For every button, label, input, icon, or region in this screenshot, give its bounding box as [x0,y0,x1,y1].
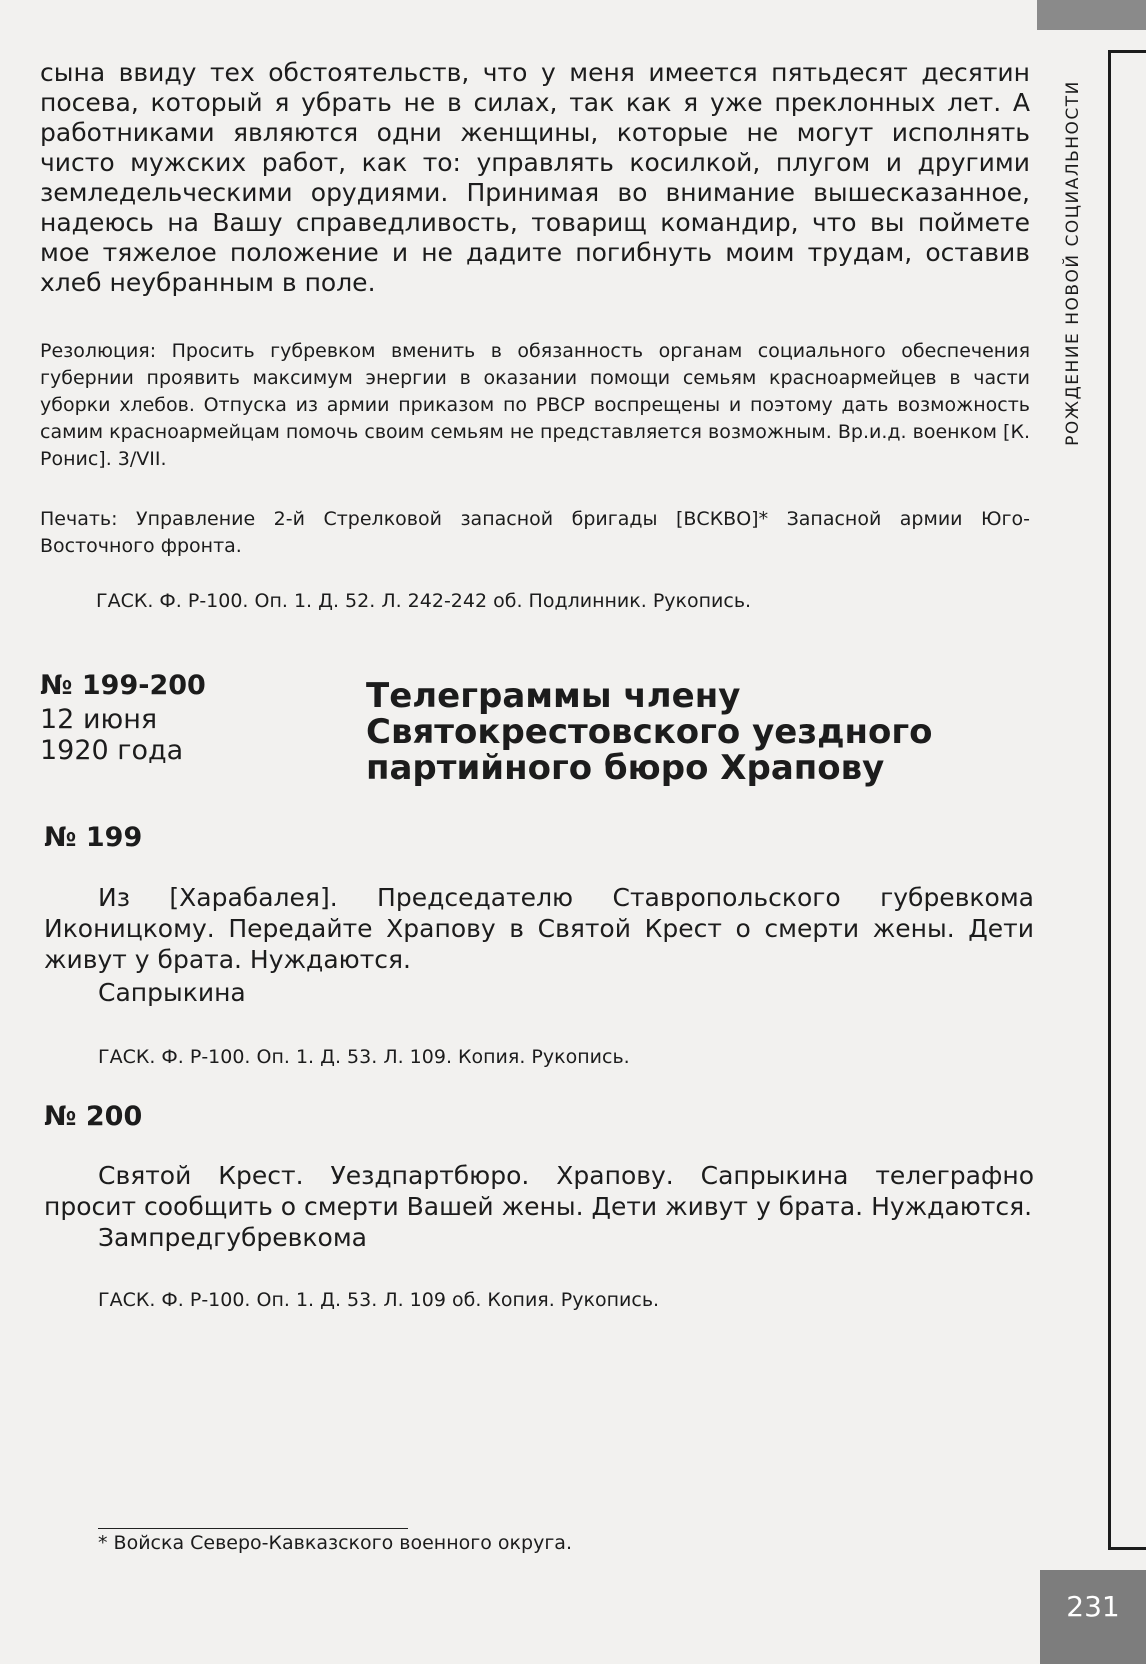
doc200-archive-reference: ГАСК. Ф. Р-100. Оп. 1. Д. 53. Л. 109 об. Копия. Рукопись. [98,1289,660,1311]
doc200-number: № 200 [44,1101,143,1132]
running-head: РОЖДЕНИЕ НОВОЙ СОЦИАЛЬНОСТИ [1063,80,1083,446]
stamp-note: Печать: Управление 2-й Стрелковой запасной бригады [ВСКВО]* Запасной армии Юго-Восточного фронта. [40,508,1030,557]
document-number: № 199-200 [40,670,206,701]
margin-frame [1108,50,1146,1550]
document-date-year: 1920 года [40,735,184,766]
resolution-note: Резолюция: Просить губревком вменить в обязанность органам социального обеспечения губернии проявить максимум энергии в оказании помощи семьям красноармейцев в части уборки хлебов. Отпуска из армии приказом по РВСР воспрещены и поэтому дать возможность самим красноармейцам помочь своим семьям не представляется возможным. Вр.и.д. военком [К. Ронис]. 3/VII. [40,340,1030,470]
doc200-signature: Зампредгубревкома [98,1223,367,1252]
doc200-text: Святой Крест. Уездпартбюро. Храпову. Сапрыкина телеграфно просит сообщить о смерти Вашей жены. Дети живут у брата. Нуждаются. [44,1161,1034,1221]
footnote: * Войска Северо-Кавказского военного округа. [98,1532,572,1554]
footnote-rule [98,1528,408,1529]
doc199-archive-reference: ГАСК. Ф. Р-100. Оп. 1. Д. 53. Л. 109. Копия. Рукопись. [98,1046,630,1068]
page-number: 231 [1066,1590,1120,1623]
top-edge-tab [1037,0,1146,30]
continuation-text: сына ввиду тех обстоятельств, что у меня имеется пятьдесят десятин посева, который я убрать не в силах, так как я уже преклонных лет. А работниками являются одни женщины, которые не могут исполнять чисто мужских работ, как то: управлять косилкой, плугом и другими земледельческими орудиями. Принимая во внимание вышесказанное, надеюсь на Вашу справедливость, товарищ командир, что вы поймете мое тяжелое положение и не дадите погибнуть моим трудам, оставив хлеб неубранным в поле. [40,58,1030,297]
document-title: Телеграммы члену Святокрестовского уездного партийного бюро Храпову [366,676,933,788]
page-number-box [1040,1570,1146,1664]
doc199-number: № 199 [44,822,143,853]
archive-reference: ГАСК. Ф. Р-100. Оп. 1. Д. 52. Л. 242-242 об. Подлинник. Рукопись. [96,590,752,612]
doc199-signature: Сапрыкина [98,978,246,1007]
document-date-day: 12 июня [40,704,158,735]
doc199-text: Из [Харабалея]. Председателю Ставропольского губревкома Иконицкому. Передайте Храпову в Святой Крест о смерти жены. Дети живут у брата. Нуждаются. [44,883,1034,974]
